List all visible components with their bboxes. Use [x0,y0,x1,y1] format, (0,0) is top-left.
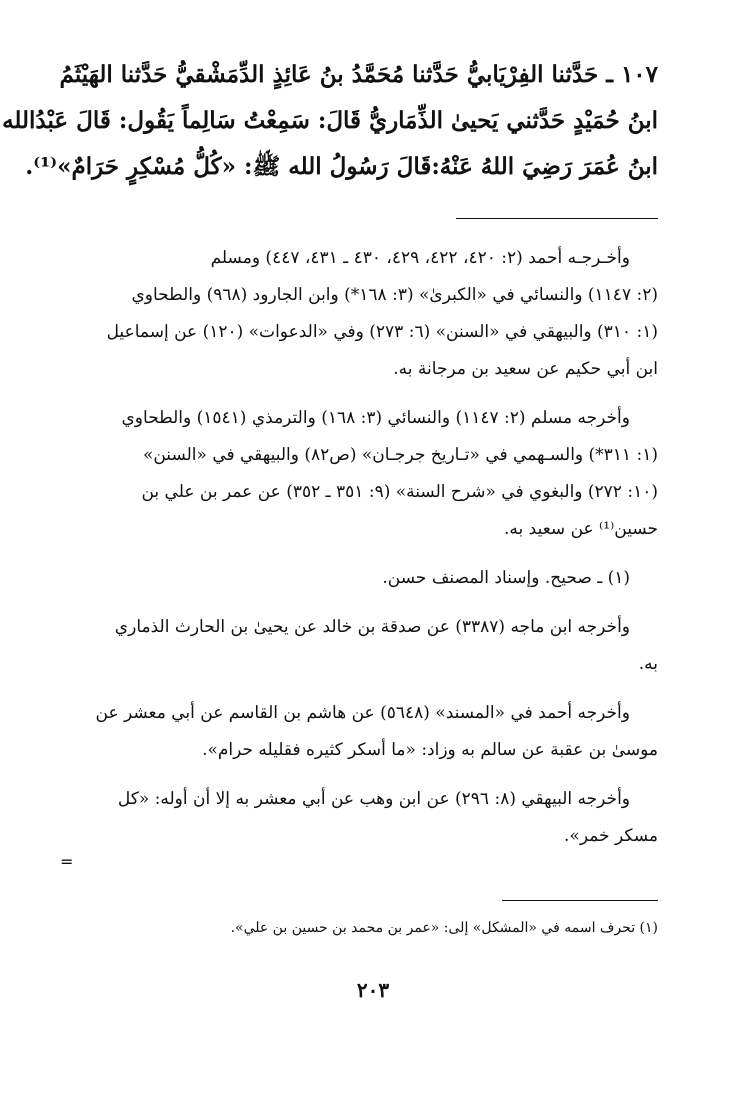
note-line: مسكر خمر». [564,826,658,846]
hadith-text [2,52,658,190]
note-line: (١) ـ صحيح. وإسناد المصنف حسن. [382,568,630,588]
hadith-line: ١٠٧ ـ حَدَّثنا الفِرْيَابيُّ حَدَّثنا مُحَمَّدُ بنُ عَائِذٍ الدِّمَشْقيُّ حَدَّثنا الهَيْثَمُ [59,61,658,88]
note-paragraph [92,560,658,597]
note-line: ابن أبي حكيم عن سعيد بن مرجانة به. [393,359,658,379]
note-line: وأخرجه ابن ماجه (٣٣٨٧) عن صدقة بن خالد عن يحيىٰ بن الحارث الذماري [114,617,630,637]
note-line: (٢: ١١٤٧) والنسائي في «الكبرىٰ» (٣: ١٦٨*) وابن الجارود (٩٦٨) والطحاوي [131,285,658,305]
note-line: به. [638,654,658,674]
note-line: (١٠: ٢٧٢) والبغوي في «شرح السنة» (٩: ٣٥١ ـ ٣٥٢) عن عمر بن علي بن [141,482,658,502]
note-paragraph [92,609,658,683]
footnote: (١) تحرف اسمه في «المشكل» إلى: «عمر بن محمد بن حسين بن علي». [230,920,658,936]
note-line: (١: ٣١٠) والبيهقي في «السنن» (٦: ٢٧٣) وفي «الدعوات» (١٢٠) عن إسماعيل [106,322,658,342]
note-line: وأخرجه أحمد في «المسند» (٥٦٤٨) عن هاشم بن القاسم عن أبي معشر عن [95,703,630,723]
page-number: ٢٠٣ [356,978,390,1002]
note-line: وأخرجه البيهقي (٨: ٢٩٦) عن ابن وهب عن أبي معشر به إلا أن أوله: «كل [117,789,630,809]
note-line: حسين⁽¹⁾ عن سعيد به. [504,519,658,539]
separator-rule [456,218,658,219]
note-paragraph [92,781,658,855]
hadith-line: ابنُ عُمَرَ رَضِيَ اللهُ عَنْهُ:قَالَ رَسُولُ الله ﷺ: «كُلُّ مُسْكِرٍ حَرَامٌ»⁽¹⁾. [25,153,658,180]
note-paragraph [92,400,658,548]
note-paragraph [92,695,658,769]
hadith-line: ابنُ حُمَيْدٍ حَدَّثني يَحيىٰ الذِّمَاريُّ قَالَ: سَمِعْتُ سَالِماً يَقُول: قَالَ عَبْدُالله [2,107,658,134]
margin-mark: = [60,852,74,871]
note-line: موسىٰ بن عقبة عن سالم به وزاد: «ما أسكر كثيره فقليله حرام». [202,740,658,760]
takhrij-notes [92,240,658,867]
note-paragraph [92,240,658,388]
note-line: وأخرجه مسلم (٢: ١١٤٧) والنسائي (٣: ١٦٨) والترمذي (١٥٤١) والطحاوي [121,408,630,428]
footnote-rule [502,900,658,901]
note-line: وأخـرجـه أحمد (٢: ٤٢٠، ٤٢٢، ٤٢٩، ٤٣٠ ـ ٤٣١، ٤٤٧) ومسلم [210,248,630,268]
note-line: (١: ٣١١*) والسـهمي في «تـاريخ جرجـان» (ص٨٢) والبيهقي في «السنن» [142,445,658,465]
